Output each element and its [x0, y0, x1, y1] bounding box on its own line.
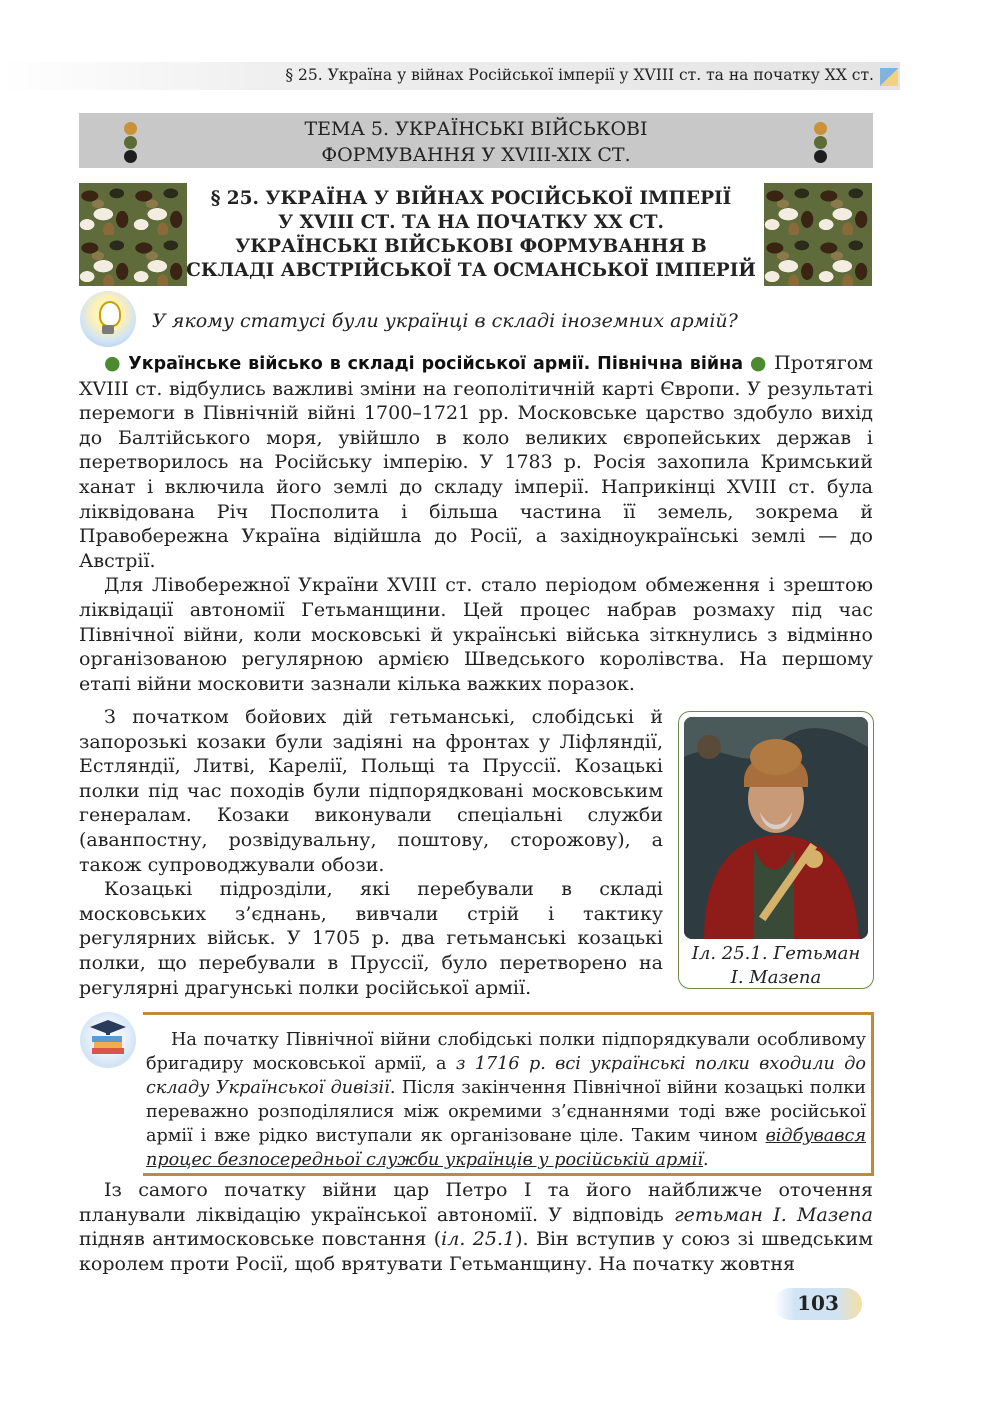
- corner-mark-icon: [880, 68, 898, 86]
- paragraph-5-part: Із самого початку війни цар Петро І та його найближче оточення планували ліквідацію української автономії. У відповідь: [79, 1179, 873, 1226]
- paragraph-5-part: ). Він вступив у союз зі шведським королем проти Росії, щоб врятувати Гетьманщину. На початку жовтня: [79, 1228, 873, 1275]
- note-text-part: .: [702, 1150, 709, 1170]
- figure-frame: [678, 711, 874, 989]
- body-text-column: [79, 705, 663, 1000]
- figure-caption-line2: І. Мазепа: [730, 967, 822, 988]
- page-number: 103: [797, 1291, 839, 1315]
- camouflage-left-decoration: [79, 183, 187, 286]
- figure-reference: іл. 25.1: [441, 1228, 516, 1251]
- note-paragraph: [146, 1028, 866, 1172]
- bullet-icon: ●: [104, 352, 122, 374]
- camouflage-right-decoration: [764, 183, 872, 286]
- body-text-bottom: [79, 1178, 873, 1276]
- theme-title-line1: ТЕМА 5. УКРАЇНСЬКІ ВІЙСЬКОВІ: [304, 118, 648, 140]
- running-header-title: § 25. Україна у війнах Російської імперії у XVIII ст. та на початку XX ст.: [285, 66, 874, 84]
- note-text: [146, 1028, 866, 1172]
- bullet-icon: ●: [749, 352, 768, 374]
- paragraph-2: Для Лівобережної України XVIII ст. стало періодом обмеження і зрештою ліквідації автономії Гетьманщини. Цей процес набрав розмаху під час Північної війни, коли московські й українські війська зіткнулись з відмінно організованою регулярною армією Шведського королівства. На першому етапі війни московити зазнали кілька важких поразок.: [79, 574, 873, 695]
- theme-title: [79, 113, 873, 168]
- running-header: [0, 62, 900, 90]
- lightbulb-icon: [80, 291, 136, 347]
- paragraph-4: Козацькі підрозділи, які перебували в складі московських з’єднань, вивчали стрій і тактику регулярних військ. У 1705 р. два гетьманські козацькі полки, що перебували в Пруссії, було перетворено на регулярні драгунські полки російської армії.: [79, 878, 663, 999]
- paragraph-5-part: підняв антимосковське повстання (: [79, 1228, 442, 1251]
- mazepa-portrait-image: [684, 717, 868, 939]
- section-title: § 25. УКРАЇНА У ВІЙНАХ РОСІЙСЬКОЇ ІМПЕРІЇ У XVIII СТ. ТА НА ПОЧАТКУ XX СТ. УКРАЇНСЬКІ ВІЙСЬКОВІ ФОРМУВАННЯ В СКЛАДІ АВСТРІЙСЬКОЇ ТА ОСМАНСЬКОЇ ІМПЕРІЙ: [186, 188, 756, 281]
- note-text-part: На початку Північної війни слобідські полки підпорядкували особливому бригадиру московської армії, а: [146, 1030, 866, 1074]
- subsection-heading: Українське військо в складі російської армії. Північна війна: [128, 354, 744, 374]
- right-dots-icon: [814, 122, 828, 164]
- note-emphasis: з 1716 р. всі українські полки входили до складу Української дивізії: [146, 1054, 866, 1098]
- left-dots-icon: [124, 122, 138, 164]
- paragraph-1: [79, 351, 873, 573]
- figure-caption-line1: Іл. 25.1. Гетьман: [691, 943, 861, 964]
- paragraph-5: [79, 1178, 873, 1276]
- guiding-question: У якому статусі були українці в складі іноземних армій?: [152, 310, 738, 332]
- paragraph-3: З початком бойових дій гетьманські, слобідські й запорозькі козаки були задіяні на фронтах у Ліфляндії, Естляндії, Литві, Карелії, Польщі та Пруссії. Козацькі полки під час походів були підпорядковані московським генералам. Козаки виконували спеціальні служби (аванпостну, розвідувальну, поштову, сторожову), а також супроводжували обози.: [79, 706, 663, 876]
- paragraph-1-text: Протягом XVIII ст. відбулись важливі зміни на геополітичній карті Європи. У результаті перемоги в Північній війні 1700–1721 рр. Московське царство здобуло вихід до Балтійського моря, увійшло в коло великих європейських держав і перетворилось на Російську імперію. У 1783 р. Росія захопила Кримський ханат і включила його землі до складу імперії. Наприкінці XVIII ст. була ліквідована Річ Посполита і більша частина її земель, зокрема й Правобережна Україна відійшла до Росії, а західноукраїнські землі — до Австрії.: [79, 352, 873, 572]
- theme-title-line2: ФОРМУВАННЯ У XVIII-XIX СТ.: [321, 144, 631, 166]
- note-emphasis: відбувався процес безпосередньої служби українців у російській армії: [146, 1126, 866, 1170]
- body-text-top: [79, 351, 873, 696]
- paragraph-5-emphasis: гетьман І. Мазепа: [674, 1203, 873, 1226]
- books-icon: [80, 1012, 136, 1068]
- figure-caption: [679, 942, 873, 990]
- theme-banner: [79, 113, 873, 168]
- note-text-part: . Після закінчення Північної війни козацькі полки переважно розподілялися між окремими з’єднаннями тоді вже російської армії і вже рідко виступали як організоване ціле. Таким чином: [146, 1078, 867, 1146]
- page-number-badge: [774, 1288, 862, 1320]
